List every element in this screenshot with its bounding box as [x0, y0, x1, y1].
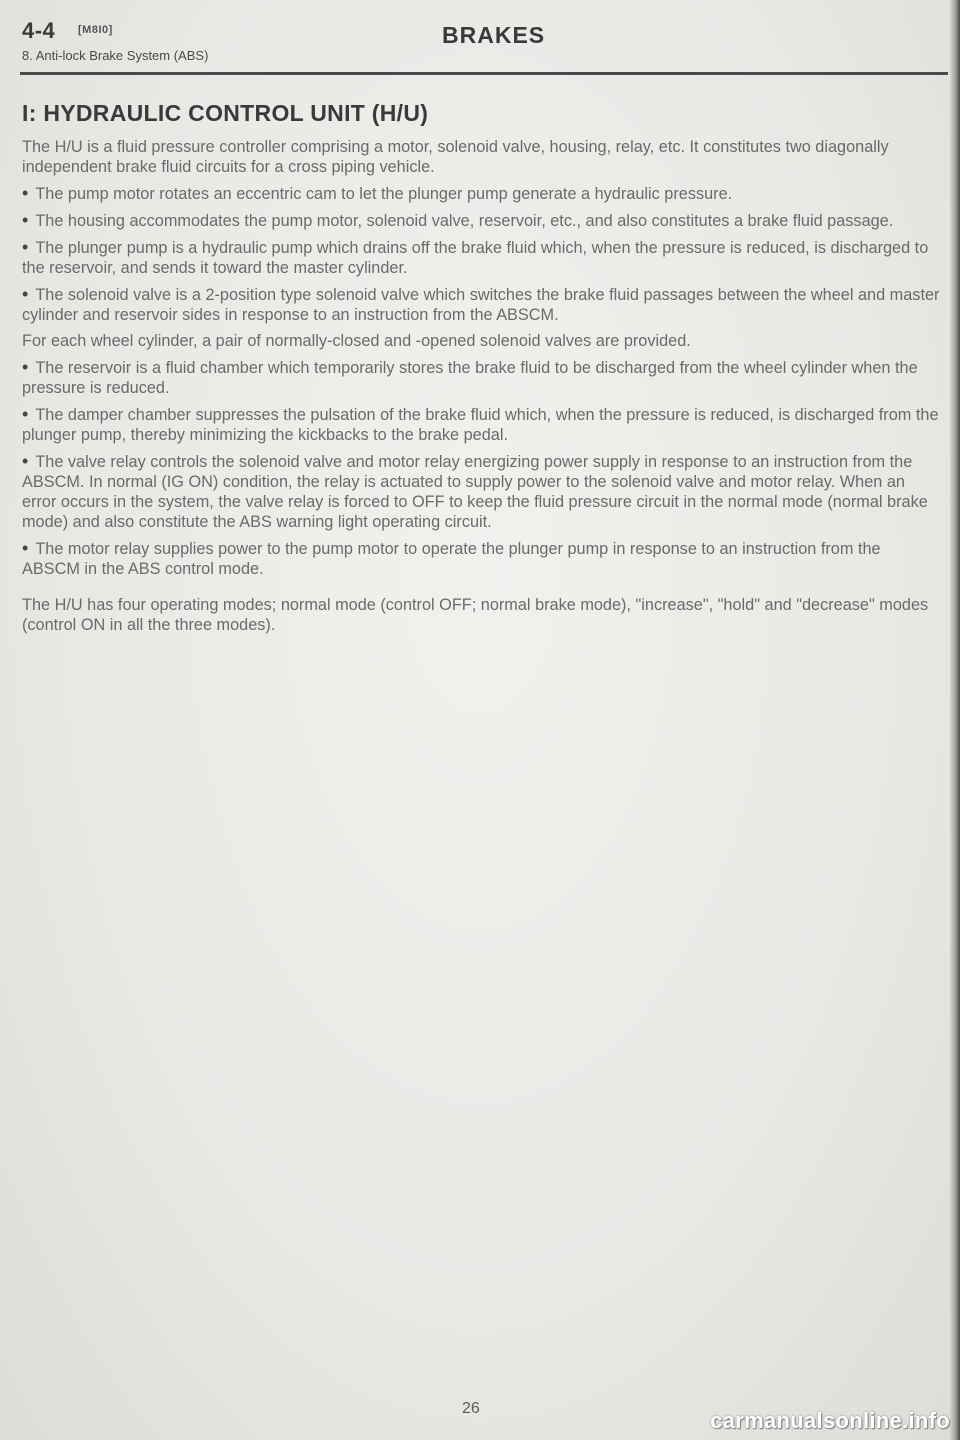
- bullet-damper-chamber: [22, 404, 940, 445]
- chapter-title: BRAKES: [442, 22, 546, 48]
- bullet-text: The motor relay supplies power to the pump motor to operate the plunger pump in response to an instruction from the ABSCM in the ABS control mode.: [22, 540, 881, 578]
- bullet-text: The solenoid valve is a 2-position type solenoid valve which switches the brake fluid passages between the wheel and master cylinder and reservoir sides in response to an instruction from the ABSCM.: [22, 286, 940, 324]
- operating-modes-paragraph: The H/U has four operating modes; normal mode (control OFF; normal brake mode), "increase", "hold" and "decrease" modes (control ON in all the three modes).: [22, 596, 929, 634]
- bullet-pump-motor: [22, 183, 940, 204]
- model-code: [M8I0]: [78, 24, 113, 36]
- bullet-text: The damper chamber suppresses the pulsation of the brake fluid which, when the pressure is reduced, is discharged from the plunger pump, thereby minimizing the kickbacks to the brake pedal.: [22, 406, 939, 444]
- bullet-text: The plunger pump is a hydraulic pump which drains off the brake fluid which, when the pressure is reduced, is discharged to the reservoir, and sends it toward the master cylinder.: [22, 239, 929, 277]
- bullet-valve-relay: [22, 451, 940, 532]
- main-content: [22, 100, 940, 644]
- section-number: 4-4: [22, 18, 56, 43]
- bullet-motor-relay: [22, 538, 940, 579]
- wheel-cylinder-note: For each wheel cylinder, a pair of normally-closed and -opened solenoid valves are provided.: [22, 332, 691, 350]
- bullet-reservoir: [22, 357, 940, 398]
- bullet-text: The housing accommodates the pump motor, solenoid valve, reservoir, etc., and also constitutes a brake fluid passage.: [35, 212, 894, 230]
- bullet-housing: [22, 210, 940, 231]
- site-watermark: carmanualsonline.info: [710, 1408, 950, 1433]
- header-divider: [20, 72, 948, 75]
- subsection-title: 8. Anti-lock Brake System (ABS): [22, 48, 209, 63]
- bullet-text: The reservoir is a fluid chamber which temporarily stores the brake fluid to be discharged from the wheel cylinder when the pressure is reduced.: [22, 359, 918, 397]
- page-edge-shadow: [950, 0, 960, 1440]
- bullet-text: The valve relay controls the solenoid valve and motor relay energizing power supply in response to an instruction from the ABSCM. In normal (IG ON) condition, the relay is actuated to supply power to the solenoid valve and motor relay. When an error occurs in the system, the valve relay is forced to OFF to keep the fluid pressure circuit in the normal mode (normal brake mode) and also constitute the ABS warning light operating circuit.: [22, 453, 928, 531]
- bullet-solenoid-valve: [22, 284, 940, 325]
- section-heading: I: HYDRAULIC CONTROL UNIT (H/U): [22, 100, 429, 126]
- bullet-text: The pump motor rotates an eccentric cam to let the plunger pump generate a hydraulic pressure.: [35, 185, 733, 203]
- page-number: 26: [462, 1400, 480, 1417]
- bullet-plunger-pump: [22, 237, 940, 278]
- intro-paragraph: The H/U is a fluid pressure controller comprising a motor, solenoid valve, housing, relay, etc. It constitutes two diagonally independent brake fluid circuits for a cross piping vehicle.: [22, 138, 889, 176]
